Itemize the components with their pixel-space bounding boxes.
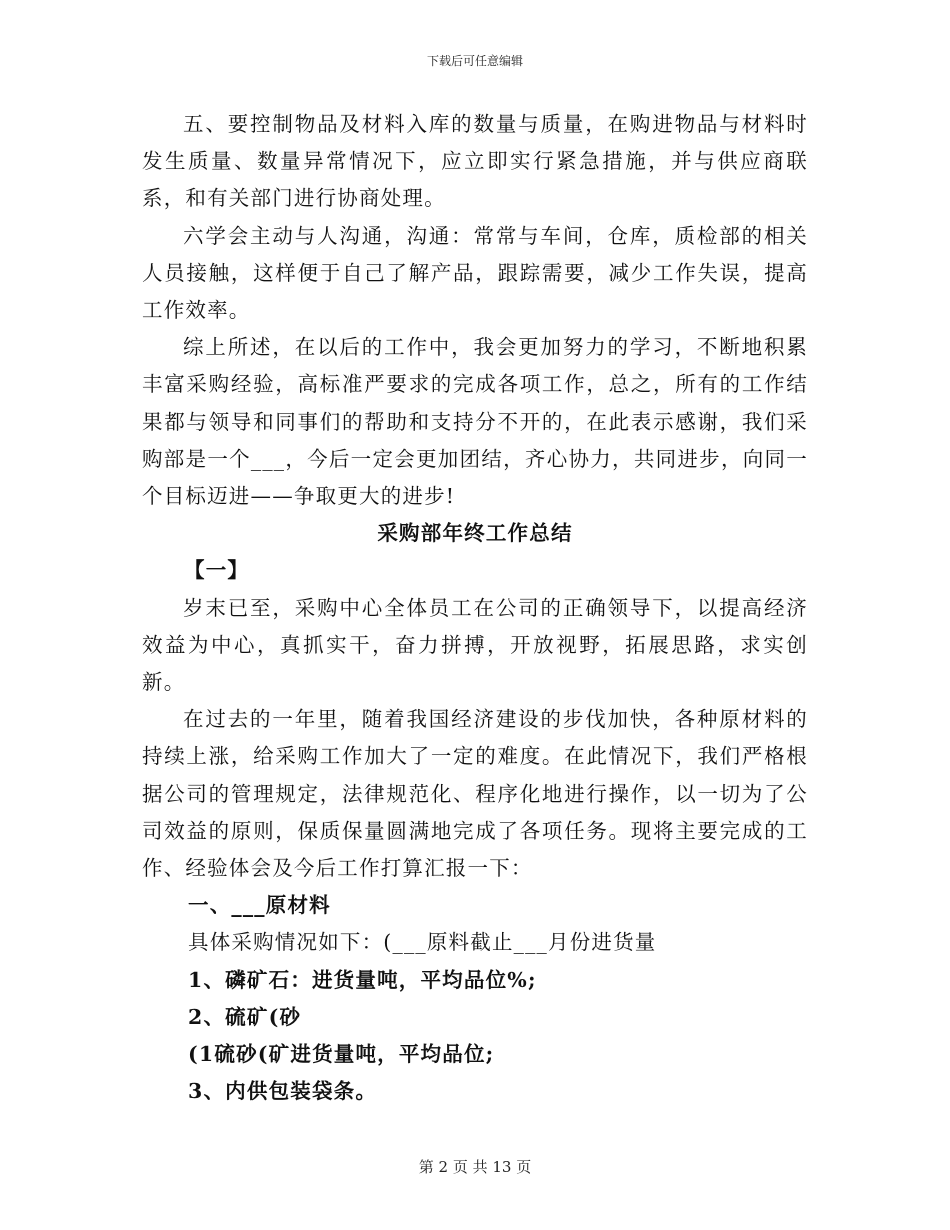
section-tag: 【一】	[184, 558, 250, 583]
list-item: 具体采购情况如下：(___原料截止___月份进货量	[188, 930, 657, 955]
page-header: 下载后可任意编辑	[426, 54, 523, 68]
list-item: (1硫砂(矿进货量吨，平均品位;	[188, 1042, 495, 1067]
heading-raw-materials: 一、___原材料	[188, 893, 331, 918]
paragraph-item-5: 五、要控制物品及材料入库的数量与质量，在购进物品与材料时发生质量、数量异常情况下，应立即实行紧急措施，并与供应商联系，和有关部门进行协商处理。	[142, 112, 808, 211]
paragraph-summary: 综上所述，在以后的工作中，我会更加努力的学习，不断地积累丰富采购经验，高标准严要求的完成各项工作，总之，所有的工作结果都与领导和同事们的帮助和支持分不开的，在此表示感谢，我们采购部是一个___，今后一定会更加团结，齐心协力，共同进步，向同一个目标迈进——争取更大的进步!	[142, 335, 808, 509]
list-item: 2、硫矿(砂	[188, 1004, 302, 1029]
list-item: 3、内供包装袋条。	[188, 1079, 378, 1104]
document-body	[142, 106, 808, 1110]
paragraph-intro: 岁末已至，采购中心全体员工在公司的正确领导下，以提高经济效益为中心，真抓实干，奋力拼搏，开放视野，拓展思路，求实创新。	[142, 595, 808, 695]
paragraph-overview: 在过去的一年里，随着我国经济建设的步伐加快，各种原材料的持续上涨，给采购工作加大了一定的难度。在此情况下，我们严格根据公司的管理规定，法律规范化、程序化地进行操作，以一切为了公司效益的原则，保质保量圆满地完成了各项任务。现将主要完成的工作、经验体会及今后工作打算汇报一下：	[142, 707, 808, 881]
section-title: 采购部年终工作总结	[377, 521, 573, 546]
list-item: 1、磷矿石：进货量吨，平均品位%;	[188, 967, 537, 992]
page-footer: 第 2 页 共 13 页	[418, 1158, 532, 1176]
paragraph-item-6: 六学会主动与人沟通，沟通：常常与车间，仓库，质检部的相关人员接触，这样便于自己了解产品，跟踪需要，减少工作失误，提高工作效率。	[142, 223, 808, 323]
